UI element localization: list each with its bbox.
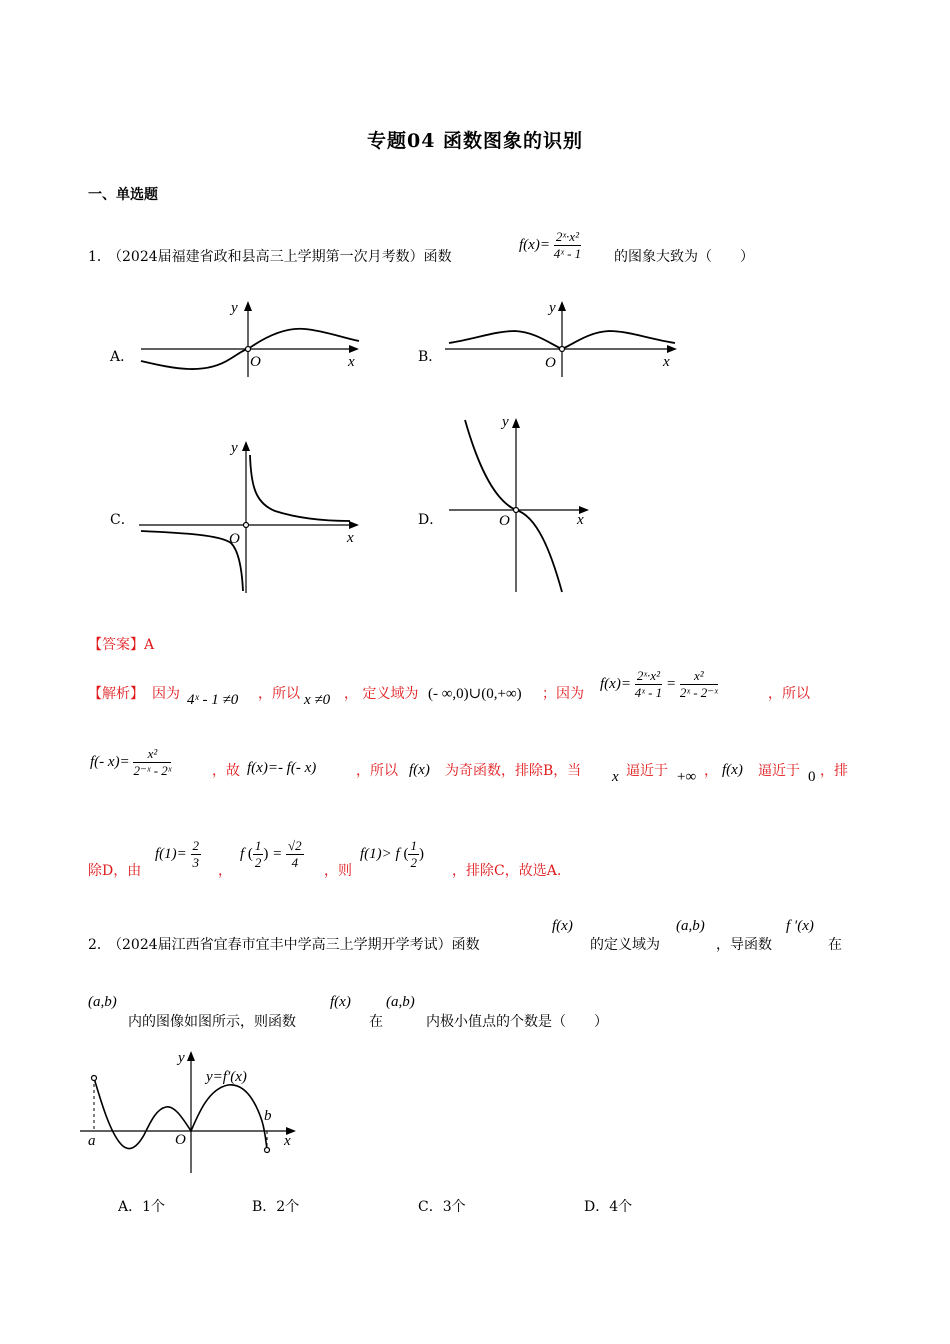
q1-analysis-eq: = bbox=[665, 675, 677, 692]
q1-graph-b-y-label: y bbox=[549, 300, 556, 316]
q1-analysis-text-3: ， 定义域为 bbox=[344, 686, 419, 702]
q2-graph-a-label: a bbox=[88, 1133, 96, 1149]
q1-analysis-math-4 bbox=[600, 668, 718, 701]
q1-analysis-l3-frac3-den: 4 bbox=[291, 855, 299, 870]
q1-analysis-math-2: x ≠0 bbox=[304, 692, 331, 708]
q2-derivative-graph bbox=[80, 1045, 305, 1175]
q1-analysis-l3-eq: = bbox=[272, 845, 283, 862]
q1-analysis-text-4: ；因为 bbox=[542, 686, 584, 702]
q1-analysis-l2-text-3: 为奇函数，排除B，当 bbox=[445, 763, 582, 779]
q1-option-b-label: B． bbox=[418, 349, 443, 365]
q1-analysis-l2-math-6: f(x) bbox=[722, 762, 743, 778]
q2-text-2: ，导函数 bbox=[716, 937, 772, 953]
q1-graph-a bbox=[135, 295, 365, 380]
q1-source: （2024届福建省政和县高三上学期第一次月考数）函数 bbox=[108, 249, 452, 265]
q2-option-c[interactable]: C．3个 bbox=[418, 1199, 466, 1215]
q1-graph-c bbox=[135, 435, 365, 595]
q1-analysis-l3-frac4-den: 2 bbox=[410, 855, 417, 870]
q1-analysis-math-4-lhs: f(x)= bbox=[600, 675, 631, 692]
q1-analysis-l2-lhs: f(- x)= bbox=[90, 753, 130, 770]
q1-analysis-l2-math-5: +∞ bbox=[677, 769, 697, 785]
q1-formula-den: 4ˣ - 1 bbox=[553, 246, 582, 261]
q2-math-2: (a,b) bbox=[676, 918, 705, 934]
q2-graph-b-label: b bbox=[264, 1108, 272, 1124]
q1-analysis-l2-frac-den: 2⁻ˣ - 2ˣ bbox=[133, 763, 172, 778]
q1-analysis-l2-text-4: 逼近于 bbox=[626, 763, 668, 779]
q1-analysis-l2-math-4: x bbox=[612, 769, 619, 785]
q1-analysis-l3-frac1-den: 3 bbox=[192, 855, 200, 870]
q2-option-b[interactable]: B．2个 bbox=[252, 1199, 300, 1215]
q2-option-d[interactable]: D．4个 bbox=[584, 1199, 633, 1215]
q1-graph-d-x-label: x bbox=[577, 512, 584, 528]
q1-analysis-label: 【解析】 bbox=[88, 686, 144, 702]
q2-text-1: 的定义域为 bbox=[590, 937, 660, 953]
q1-graph-d-y-label: y bbox=[502, 414, 509, 430]
q1-analysis-l2-text-6: 逼近于 bbox=[758, 763, 800, 779]
q1-analysis-text-1: 因为 bbox=[152, 686, 180, 702]
q1-option-c-label: C． bbox=[110, 512, 135, 528]
q1-option-d-label: D． bbox=[418, 512, 444, 528]
q2-number: 2． bbox=[88, 937, 111, 953]
q1-analysis-l3-frac4-num: 1 bbox=[410, 838, 417, 853]
q1-graph-d bbox=[445, 412, 595, 594]
q1-analysis-l2-math-7: 0 bbox=[808, 769, 816, 785]
q1-analysis-l3-text-3: ，则 bbox=[324, 863, 352, 879]
q1-analysis-text-5: ，所以 bbox=[768, 686, 810, 702]
q2-math-4: (a,b) bbox=[88, 994, 117, 1010]
q1-analysis-l3-text-4: ，排除C，故选A. bbox=[452, 863, 562, 879]
q1-graph-a-origin-label: O bbox=[250, 354, 261, 370]
q1-analysis-l2-text-5: ， bbox=[704, 763, 718, 779]
q1-suffix: 的图象大致为（ ） bbox=[614, 249, 754, 265]
q2-math-5: f(x) bbox=[330, 994, 351, 1010]
q1-analysis-l2-math-2: f(x)=- f(- x) bbox=[247, 760, 317, 776]
q2-text-5: 在 bbox=[369, 1014, 383, 1030]
section-heading: 一、单选题 bbox=[88, 187, 158, 203]
q2-graph-function-label: y=f′(x) bbox=[206, 1069, 247, 1085]
q2-graph-y-label: y bbox=[178, 1050, 185, 1066]
q1-analysis-l2-text-2: ，所以 bbox=[356, 763, 398, 779]
q1-formula bbox=[519, 229, 581, 262]
q1-formula-lhs: f(x)= bbox=[519, 236, 550, 253]
q1-formula-num: 2ˣ·x² bbox=[554, 229, 582, 246]
q2-text-4: 内的图像如图所示，则函数 bbox=[128, 1014, 296, 1030]
q1-graph-b-x-label: x bbox=[663, 354, 670, 370]
q1-graph-a-x-label: x bbox=[348, 354, 355, 370]
q1-analysis-text-2: ，所以 bbox=[258, 686, 300, 702]
q2-source: （2024届江西省宜春市宜丰中学高三上学期开学考试）函数 bbox=[108, 937, 480, 953]
q1-analysis-math-1: 4ˣ - 1 ≠0 bbox=[187, 692, 239, 708]
q1-analysis-l2-math-3: f(x) bbox=[409, 762, 430, 778]
page-title: 专题04 函数图象的识别 bbox=[366, 130, 584, 152]
q1-analysis-l3-math-4: f(1)> f ( $\frac{1}{2}$ ) bbox=[360, 838, 424, 870]
q2-math-6: (a,b) bbox=[386, 994, 415, 1010]
q1-graph-b bbox=[445, 295, 680, 380]
q1-analysis-l3-math-2: f ( $\frac{1}{2}$ ) = $\frac{√2}{4}$ bbox=[240, 838, 302, 870]
q1-analysis-l3-f1: f(1)= bbox=[155, 845, 187, 862]
q1-analysis-frac1-num: 2ˣ·x² bbox=[635, 668, 663, 685]
q1-graph-c-origin-label: O bbox=[229, 531, 240, 547]
q2-graph-x-label: x bbox=[284, 1133, 291, 1149]
q1-analysis-l2-frac-num: x² bbox=[133, 746, 171, 763]
q1-analysis-l3-f: f bbox=[240, 845, 245, 862]
q1-graph-d-origin-label: O bbox=[499, 513, 510, 529]
q2-option-a[interactable]: A．1个 bbox=[118, 1199, 166, 1215]
q1-analysis-l3-ineq: f(1)> f bbox=[360, 845, 400, 862]
q1-option-a-label: A． bbox=[110, 349, 135, 365]
q1-analysis-l3-text-2: ， bbox=[218, 863, 232, 879]
q2-text-3: 在 bbox=[828, 937, 842, 953]
q1-graph-a-y-label: y bbox=[231, 300, 238, 316]
q1-answer-label: 【答案】 bbox=[88, 637, 144, 653]
q1-answer bbox=[88, 634, 154, 654]
q1-analysis-l3-text-1: 除D，由 bbox=[88, 863, 142, 879]
q1-analysis-math-3: (- ∞,0)∪(0,+∞) bbox=[428, 686, 522, 702]
q1-analysis-l3-frac2-den: 2 bbox=[254, 855, 262, 870]
q1-analysis-frac2-num: x² bbox=[680, 668, 718, 685]
q1-analysis-l3-frac2-num: 1 bbox=[254, 838, 262, 853]
q2-text-6: 内极小值点的个数是（ ） bbox=[426, 1014, 608, 1030]
q1-analysis-l2-text-7: ，排 bbox=[820, 763, 848, 779]
q1-analysis-l3-math-1 bbox=[155, 838, 201, 871]
q1-analysis-frac1-den: 4ˣ - 1 bbox=[634, 685, 663, 700]
q1-graph-c-x-label: x bbox=[347, 530, 354, 546]
q1-graph-b-origin-label: O bbox=[545, 355, 556, 371]
q1-analysis-line2-math-1 bbox=[90, 746, 171, 779]
q1-analysis-l2-text-1: ，故 bbox=[212, 763, 240, 779]
q2-math-3: f ′(x) bbox=[786, 918, 814, 934]
q1-analysis-l3-frac1-num: 2 bbox=[192, 838, 200, 853]
q2-graph-origin-label: O bbox=[175, 1132, 186, 1148]
q1-graph-c-y-label: y bbox=[231, 440, 238, 456]
q1-analysis-frac2-den: 2ˣ - 2⁻ˣ bbox=[679, 685, 718, 700]
q1-answer-value: A bbox=[144, 637, 155, 653]
q1-number: 1． bbox=[88, 249, 111, 265]
q2-math-1: f(x) bbox=[552, 918, 573, 934]
q1-analysis-l3-frac3-num: √2 bbox=[288, 838, 302, 853]
